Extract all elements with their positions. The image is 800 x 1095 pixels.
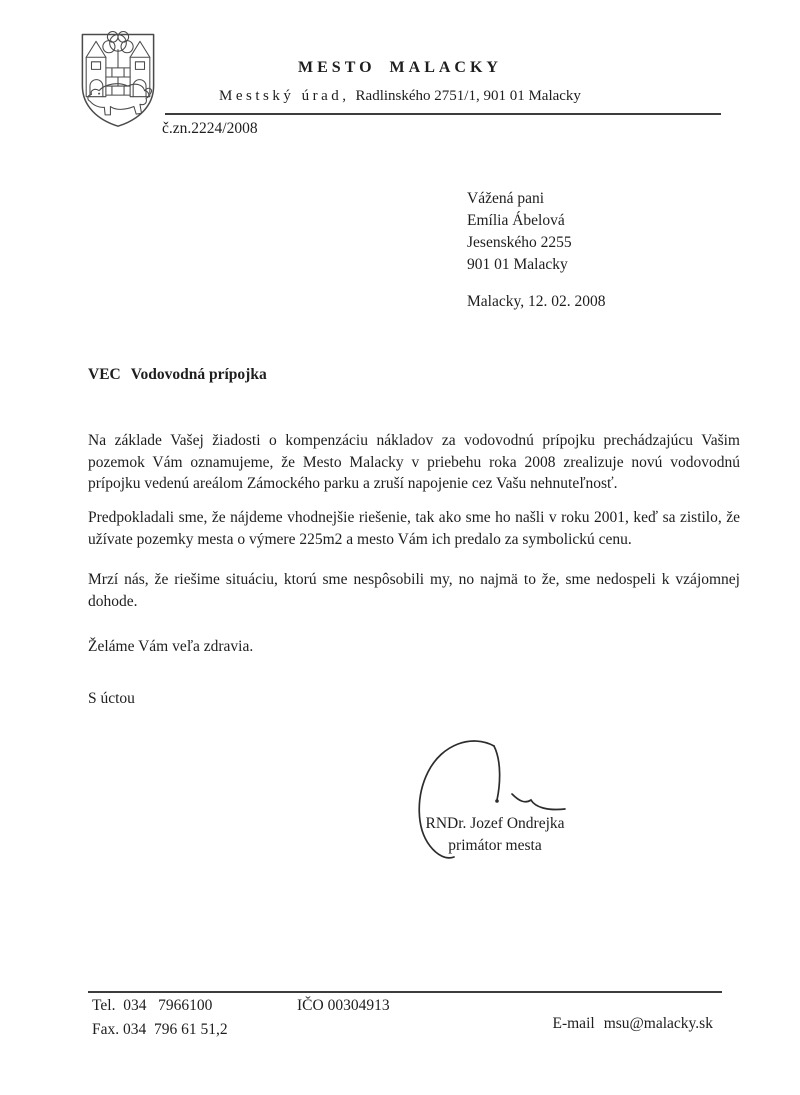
letterhead-city-title: MESTO MALACKY — [298, 59, 502, 76]
office-address: Radlinského 2751/1, 901 01 Malacky — [355, 88, 581, 104]
body-paragraph-3: Mrzí nás, že riešime situáciu, ktorú sme nespôsobili my, no najmä to že, sme nedospeli k vzájomnej dohode. — [88, 571, 740, 610]
well-wishes-line: Želáme Vám veľa zdravia. — [88, 638, 254, 655]
body-paragraph-1: Na základe Vašej žiadosti o kompenzáciu nákladov za vodovodnú prípojku prechádzajúcu Vašim pozemok Vám oznamujeme, že Mesto Malacky v priebehu roka 2008 zrealizuje novú vodovodnú prípojku vedenú areálom Zámockého parku a zruší napojenie cez Vašu nehnuteľnosť. — [88, 432, 740, 492]
signatory-title: primátor mesta — [448, 837, 542, 854]
email-address: msu@malacky.sk — [603, 1015, 713, 1032]
letterhead-office-line — [120, 88, 680, 105]
recipient-city: 901 01 Malacky — [467, 256, 568, 273]
email-label: E-mail — [552, 1015, 595, 1032]
footer-telephone: Tel. 034 7966100 — [92, 997, 213, 1014]
recipient-street: Jesenského 2255 — [467, 234, 572, 251]
subject-text: Vodovodná prípojka — [130, 366, 267, 383]
footer-company-id: IČO 00304913 — [297, 997, 390, 1014]
recipient-address-block — [467, 188, 572, 276]
city-coat-of-arms-icon — [76, 30, 160, 130]
footer-divider-line — [88, 991, 722, 993]
closing-salutation: S úctou — [88, 690, 135, 707]
place-and-date: Malacky, 12. 02. 2008 — [467, 293, 606, 310]
reference-number: č.zn.2224/2008 — [162, 120, 258, 137]
subject-label: VEC — [88, 366, 121, 383]
recipient-name: Emília Ábelová — [467, 212, 565, 229]
subject-line — [88, 366, 267, 384]
header-divider-line — [165, 113, 721, 115]
recipient-salutation: Vážená pani — [467, 190, 545, 207]
footer-fax: Fax. 034 796 61 51,2 — [92, 1021, 228, 1038]
footer-email — [537, 997, 713, 1051]
office-name: Mestský úrad, — [219, 88, 350, 104]
body-paragraph-2: Predpokladali sme, že nájdeme vhodnejšie riešenie, tak ako sme ho našli v roku 2001, keď sa zistilo, že užívate pozemky mesta o výmere 225m2 a mesto Vám ich predalo za symbolickú cenu. — [88, 509, 740, 548]
signatory-name: RNDr. Jozef Ondrejka — [425, 815, 565, 832]
